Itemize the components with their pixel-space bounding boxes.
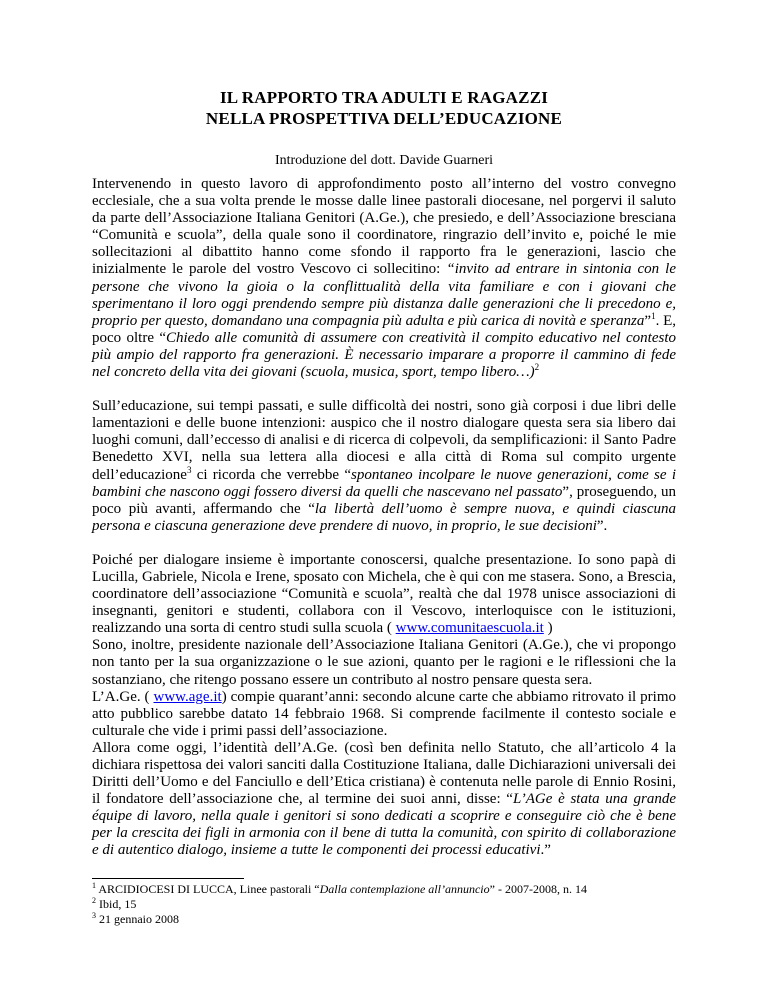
- paragraph-2: [92, 398, 676, 535]
- footnote-divider: [92, 878, 244, 879]
- text: ci ricorda che verrebbe “: [191, 466, 352, 483]
- quote: “invito ad entrare in sintonia con le persone che vivono la gioia o la conflittualità della vita familiare e con i giovani che sperimentano il loro oggi prendendo sempre più distanza dalle generazioni che li precedono e, proprio per questo, domandano una compagnia più adulta e più carica di novità e speranza: [92, 261, 676, 329]
- text: Sull’educazione, sui tempi passati, e sulle difficoltà dei nostri, sono già corposi i due libri delle lamentazioni e delle buone intenzioni: auspico che il nostro dialogare questa sera sia libero dai luoghi comuni, dall’eccesso di analisi e di ricerca di colpevoli, da semplificazioni: il Santo Padre Benedetto XVI, nella sua lettera alla diocesi e alla città di Roma sul compito urgente dell’educazione: [92, 398, 676, 483]
- title-line-2: NELLA PROSPETTIVA DELL’EDUCAZIONE: [205, 109, 563, 128]
- footnotes: [92, 882, 676, 927]
- paragraph-3: [92, 552, 676, 637]
- quote: L’AGe è stata una grande équipe di lavoro, nella quale i genitori si sono dedicati a scoprire e conseguire ciò che è bene per la crescita dei figli in armonia con il bene di tutta la comunità, con spirito di collaborazione e di autentico dialogo, insieme a tutte le componenti dei processi educativi: [92, 791, 676, 859]
- footnote-ref-2: 2: [534, 362, 540, 373]
- text: ” - 2007-2008, n. 14: [489, 882, 587, 896]
- quote: la libertà dell’uomo è sempre nuova, e quindi ciascuna persona e ciascuna generazione deve prendere di nuovo, in proprio, le sue decisioni: [92, 500, 676, 534]
- paragraph-6: [92, 740, 676, 860]
- text: ): [543, 620, 553, 637]
- age-link[interactable]: www.age.it: [153, 688, 222, 705]
- text: L’A.Ge. (: [92, 688, 154, 705]
- text: ”, proseguendo, un poco più avanti, affermando che “: [92, 483, 676, 517]
- text: ”.: [596, 517, 608, 534]
- footnote-2: [92, 897, 676, 912]
- footnote-number: 1: [92, 881, 96, 890]
- footnote-ref-1: 1: [651, 310, 656, 321]
- text: ”: [644, 312, 652, 329]
- text: 21 gennaio 2008: [96, 912, 179, 926]
- body-text: [92, 176, 676, 860]
- text: Poiché per dialogare insieme è importante conoscersi, qualche presentazione. Io sono papà di Lucilla, Gabriele, Nicola e Irene, sposato con Michela, che è qui con me stasera. Sono, a Brescia, coordinatore dell’associazione “Comunità e scuola”, realtà che dal 1978 unisce associazioni di insegnanti, genitori e studenti, collabora con il Vescovo, interloquisce con le istituzioni, realizzando una sorta di centro studi sulla scuola (: [92, 551, 676, 637]
- text: ARCIDIOCESI DI LUCCA, Linee pastorali “: [96, 882, 320, 896]
- text: . E, poco oltre “: [92, 312, 676, 346]
- text: Dalla contemplazione all’annuncio: [319, 882, 490, 896]
- text: .”: [540, 842, 551, 859]
- paragraph-5: [92, 689, 676, 740]
- footnote-1: [92, 882, 676, 897]
- footnote-ref-3: 3: [186, 464, 192, 475]
- footnote-3: [92, 912, 676, 927]
- paragraph-4: Sono, inoltre, presidente nazionale dell’Associazione Italiana Genitori (A.Ge.), che vi propongo non tanto per la sua organizzazione o le sue azioni, quanto per le ragioni e le riflessioni che la sostanziano, che ritengo possano essere un contributo al nostro pensare questa sera.: [92, 637, 676, 688]
- quote: spontaneo incolpare le nuove generazioni, come se i bambini che nascono oggi fossero diversi da quelli che nascevano nel passato: [92, 466, 676, 500]
- text: Ibid, 15: [96, 897, 137, 911]
- page-title: [0, 87, 768, 129]
- footnote-number: 3: [92, 911, 96, 920]
- quote: Chiedo alle comunità di assumere con creatività il compito educativo nel contesto più ampio del rapporto fra generazioni. È necessario imparare a proporre il cammino di fede nel concreto della vita dei giovani (scuola, musica, sport, tempo libero…): [92, 329, 676, 381]
- text: Intervenendo in questo lavoro di approfondimento posto all’interno del vostro convegno ecclesiale, che a sua volta prende le mosse dalle linee pastorali diocesane, nel porgervi il saluto da parte dell’Associazione Italiana Genitori (A.Ge.), che presiedo, e dell’Associazione bresciana “Comunità e scuola”, della quale sono il coordinatore, ringrazio dell’invito e, poiché le mie sollecitazioni al dibattito hanno come sfondo il rapporto fra le generazioni, lascio che inizialmente le parole del vostro Vescovo ci sollecitino:: [92, 176, 676, 278]
- paragraph-1: [92, 176, 676, 381]
- text: Allora come oggi, l’identità dell’A.Ge. (così ben definita nello Statuto, che all’articolo 4 la dichiara rispettosa dei valori sanciti dalla Costituzione Italiana, dalle Dichiarazioni universali dei Diritti dell’Uomo e del Fanciullo e dell’Etica cristiana) è contenuta nelle parole di Ennio Rosini, il fondatore dell’associazione che, al termine dei suoi anni, disse: “: [92, 739, 676, 808]
- title-line-1: IL RAPPORTO TRA ADULTI E RAGAZZI: [219, 88, 549, 107]
- author-introduction: Introduzione del dott. Davide Guarneri: [274, 153, 494, 168]
- comunitaescuola-link[interactable]: www.comunitaescuola.it: [395, 620, 544, 637]
- footnote-number: 2: [92, 896, 96, 905]
- text: ) compie quarant’anni: secondo alcune carte che abbiamo ritrovato il primo atto pubblico sarebbe datato 14 febbraio 1968. Si comprende facilmente il contesto sociale e culturale che vide i primi passi dell’associazione.: [92, 688, 676, 739]
